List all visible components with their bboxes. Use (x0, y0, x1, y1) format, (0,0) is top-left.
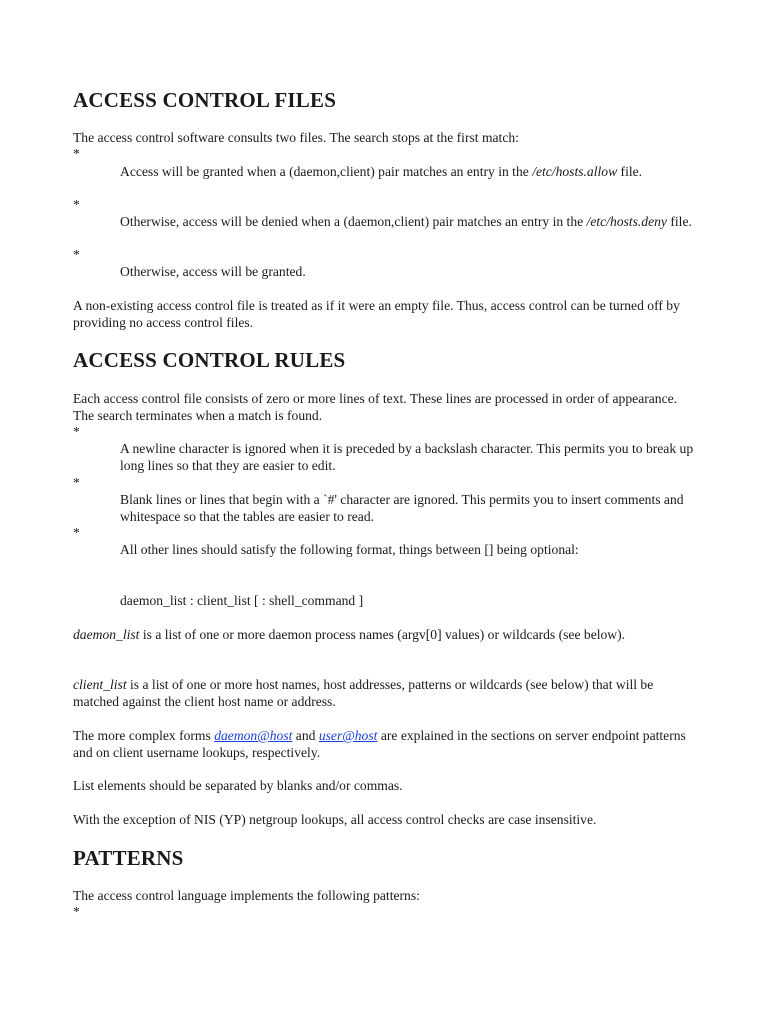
section3-intro: The access control language implements the following patterns: (73, 888, 420, 903)
section1-item1-text-b: file. (617, 164, 643, 179)
section1-paragraph: A non-existing access control file is treated as if it were an empty file. Thus, access control can be turned off by providing no access control files. (73, 298, 680, 330)
client-list-term: client_list (73, 677, 127, 692)
section1-item2-text-b: file. (666, 214, 692, 229)
section1-item1-text-a: Access will be granted when a (daemon,client) pair matches an entry in the (120, 164, 533, 179)
section1-item3: Otherwise, access will be granted. (120, 264, 306, 279)
heading-patterns: PATTERNS (73, 846, 184, 870)
section2-item1: A newline character is ignored when it is preceded by a backslash character. This permits you to break up long lines so that they are easier to edit. (120, 441, 694, 473)
client-list-description: is a list of one or more host names, host addresses, patterns or wildcards (see below) that will be matched against the client host name or address. (73, 677, 654, 709)
heading-access-control-rules: ACCESS CONTROL RULES (73, 348, 346, 372)
bullet-marker: * (73, 247, 80, 262)
bullet-marker: * (73, 475, 80, 490)
daemon-list-definition (73, 626, 693, 643)
bullet-marker: * (73, 904, 80, 919)
section1-intro: The access control software consults two files. The search stops at the first match: (73, 130, 519, 145)
bullet-marker: * (73, 525, 80, 540)
client-list-definition (73, 676, 693, 710)
daemon-list-description: is a list of one or more daemon process names (argv[0] values) or wildcards (see below). (139, 627, 626, 642)
complex-forms-paragraph (73, 727, 693, 761)
separator-paragraph: List elements should be separated by blanks and/or commas. (73, 778, 403, 793)
bullet-marker: * (73, 424, 80, 439)
section2-intro: Each access control file consists of zero or more lines of text. These lines are processed in order of appearance. The search terminates when a match is found. (73, 391, 678, 423)
bullet-marker: * (73, 197, 80, 212)
section1-item2 (120, 213, 700, 230)
rule-format-line: daemon_list : client_list [ : shell_command ] (120, 593, 364, 608)
complex-forms-text-b: and (292, 728, 319, 743)
bullet-marker: * (73, 146, 80, 161)
case-insensitive-paragraph: With the exception of NIS (YP) netgroup lookups, all access control checks are case insensitive. (73, 812, 597, 827)
user-at-host-link[interactable]: user@host (318, 728, 378, 743)
section1-item1 (120, 163, 700, 180)
daemon-at-host-link[interactable]: daemon@host (214, 728, 293, 743)
section2-item2: Blank lines or lines that begin with a `#' character are ignored. This permits you to insert comments and whitespace so that the tables are easier to read. (120, 492, 684, 524)
section1-item2-text-a: Otherwise, access will be denied when a (daemon,client) pair matches an entry in the (120, 214, 587, 229)
complex-forms-text-a: The more complex forms (73, 728, 215, 743)
heading-access-control-files: ACCESS CONTROL FILES (73, 88, 337, 112)
hosts-allow-path: /etc/hosts.allow (532, 164, 618, 179)
section2-item3: All other lines should satisfy the following format, things between [] being optional: (120, 542, 579, 557)
hosts-deny-path: /etc/hosts.deny (586, 214, 667, 229)
complex-forms-text-c: are explained in the sections on server endpoint patterns and on client username lookups, respectively. (73, 728, 686, 760)
daemon-list-term: daemon_list (73, 627, 140, 642)
